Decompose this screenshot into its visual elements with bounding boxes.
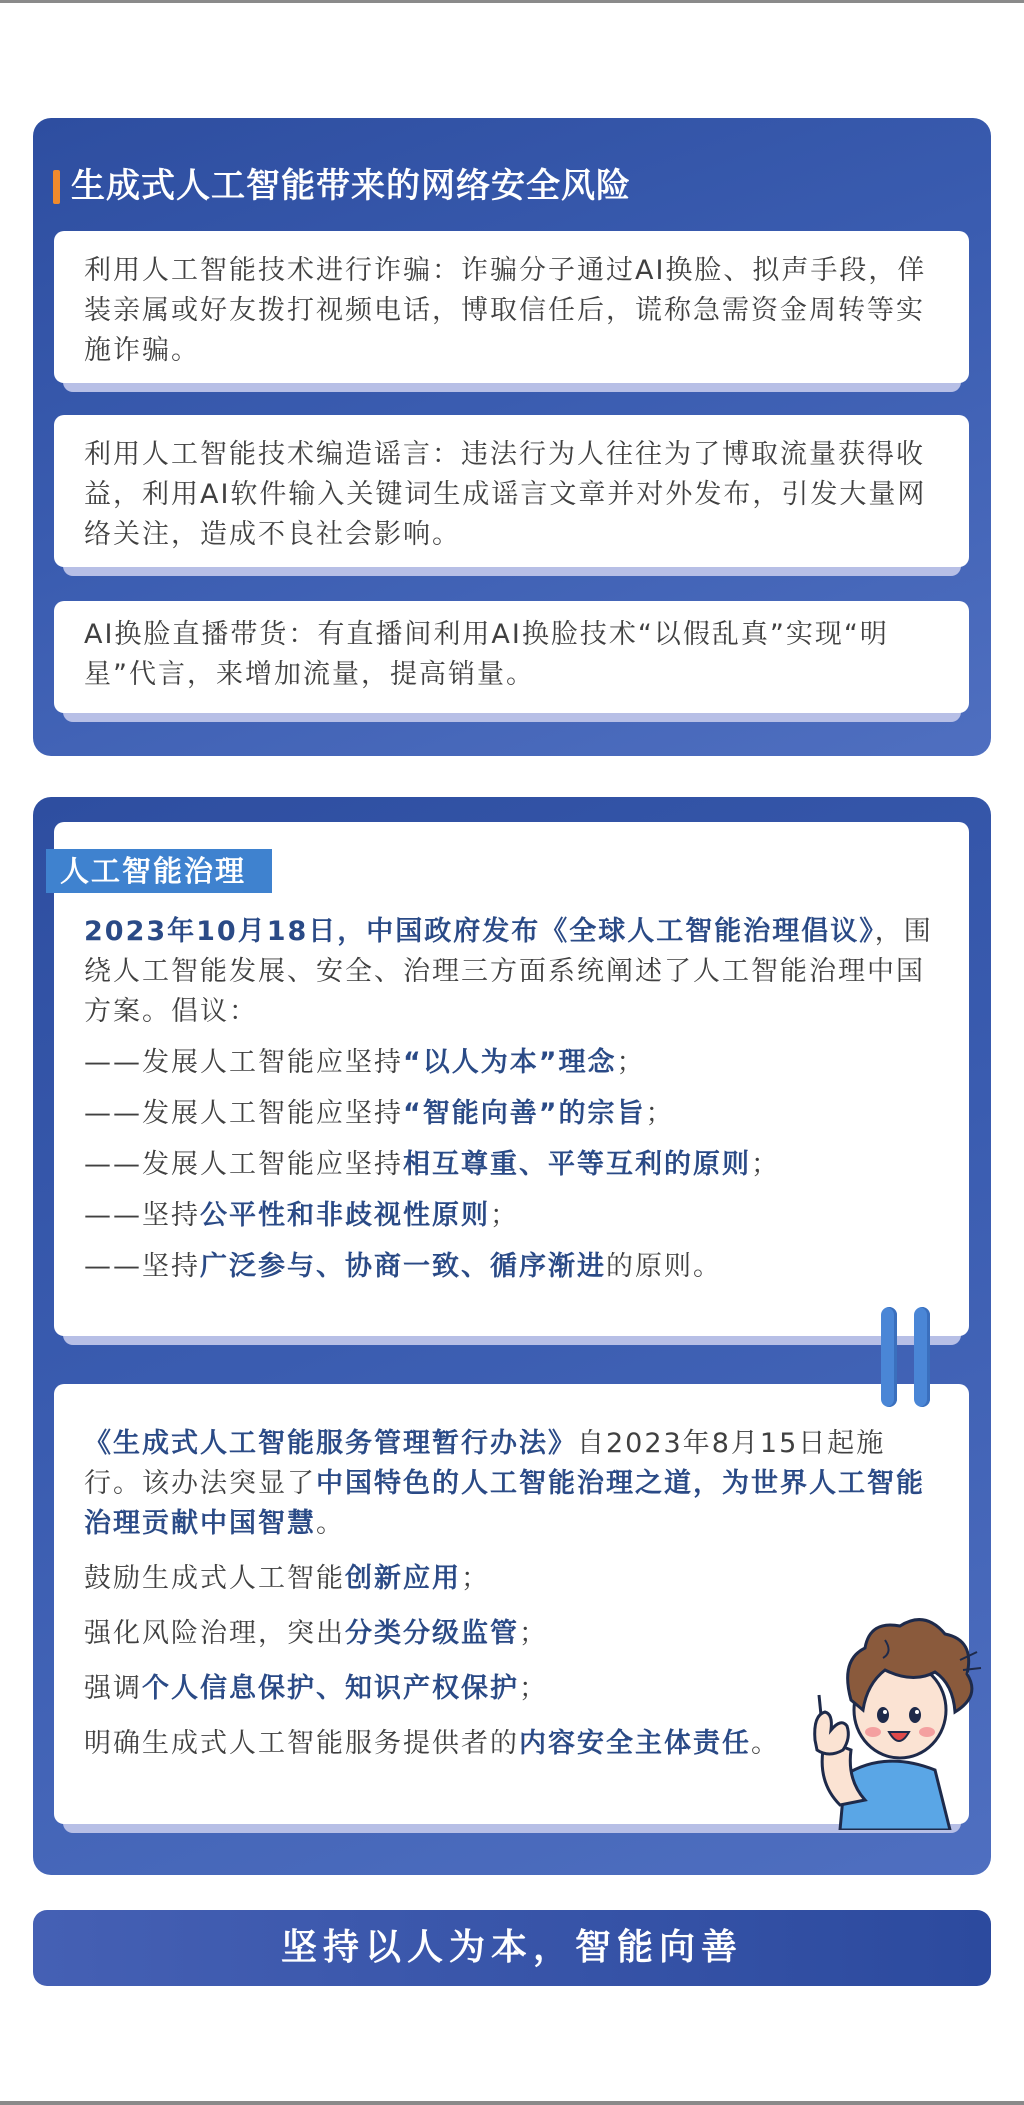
item-text: ——发展人工智能应坚持 <box>84 1098 403 1129</box>
governance-tag: 人工智能治理 <box>46 849 272 893</box>
slogan-banner: 坚持以人为本，智能向善 <box>33 1910 991 1986</box>
risk-card-fraud: 利用人工智能技术进行诈骗：诈骗分子通过AI换脸、拟声手段，佯装亲属或好友拨打视频电话，博取信任后，谎称急需资金周转等实施诈骗。 <box>54 231 969 383</box>
item-punct: ； <box>751 1149 780 1180</box>
item-punct: 。 <box>751 1728 780 1759</box>
regulation-text: 自2023年8月15日起施行。该办法突显了 <box>84 1428 886 1499</box>
bottom-divider <box>0 2101 1024 2105</box>
item-highlight: 内容安全主体责任 <box>519 1728 751 1759</box>
item-punct: 的原则。 <box>606 1251 722 1282</box>
item-text: ——坚持 <box>84 1251 200 1282</box>
intro-text: ，围绕人工智能发展、安全、治理三方面系统阐述了人工智能治理中国方案。倡议： <box>84 916 933 1027</box>
initiative-item <box>84 1094 939 1134</box>
item-highlight: 创新应用 <box>345 1563 461 1594</box>
item-text: 鼓励生成式人工智能 <box>84 1563 345 1594</box>
risk-card-livestream: AI换脸直播带货：有直播间利用AI换脸技术“以假乱真”实现“明星”代言，来增加流量，提高销量。 <box>54 601 969 713</box>
item-text: 强化风险治理，突出 <box>84 1618 345 1649</box>
item-text: ——坚持 <box>84 1200 200 1231</box>
item-text: ——发展人工智能应坚持 <box>84 1149 403 1180</box>
initiative-item <box>84 1247 939 1287</box>
governance-intro <box>84 912 939 1032</box>
item-highlight: 分类分级监管 <box>345 1618 519 1649</box>
initiative-item <box>84 1043 939 1083</box>
initiative-item <box>84 1196 939 1236</box>
item-punct: ； <box>616 1047 646 1078</box>
item-highlight: 广泛参与、协商一致、循序渐进 <box>200 1251 606 1282</box>
binder-ring-icon <box>914 1307 930 1407</box>
cartoon-character-icon <box>785 1600 985 1830</box>
risk-card-rumor: 利用人工智能技术编造谣言：违法行为人往往为了博取流量获得收益，利用AI软件输入关键词生成谣言文章并对外发布，引发大量网络关注，造成不良社会影响。 <box>54 415 969 567</box>
top-divider <box>0 0 1024 3</box>
item-punct: ； <box>519 1673 548 1704</box>
regulation-punct: 。 <box>316 1508 345 1539</box>
item-highlight: 相互尊重、平等互利的原则 <box>403 1149 751 1180</box>
item-text: 明确生成式人工智能服务提供者的 <box>84 1728 519 1759</box>
regulation-highlight: 中国特色的人工智能治理之道，为世界人工智能治理贡献中国智慧 <box>84 1468 925 1539</box>
item-text: ——发展人工智能应坚持 <box>84 1047 403 1078</box>
item-punct: ； <box>461 1563 490 1594</box>
item-punct: ； <box>519 1618 548 1649</box>
governance-card <box>54 822 969 1336</box>
item-highlight: “智能向善”的宗旨 <box>403 1098 646 1129</box>
item-text: 强调 <box>84 1673 142 1704</box>
initiative-item <box>84 1145 939 1185</box>
item-highlight: 公平性和非歧视性原则 <box>200 1200 490 1231</box>
initiative-highlight: 2023年10月18日，中国政府发布《全球人工智能治理倡议》 <box>84 916 875 947</box>
item-highlight: 个人信息保护、知识产权保护 <box>142 1673 519 1704</box>
binder-ring-icon <box>881 1307 897 1407</box>
regulation-item <box>84 1559 939 1599</box>
item-punct: ； <box>645 1098 675 1129</box>
risk-section-title: 生成式人工智能带来的网络安全风险 <box>71 166 631 206</box>
regulation-intro <box>84 1424 939 1544</box>
regulation-title: 《生成式人工智能服务管理暂行办法》 <box>84 1428 577 1459</box>
item-punct: ； <box>490 1200 519 1231</box>
item-highlight: “以人为本”理念 <box>403 1047 617 1078</box>
